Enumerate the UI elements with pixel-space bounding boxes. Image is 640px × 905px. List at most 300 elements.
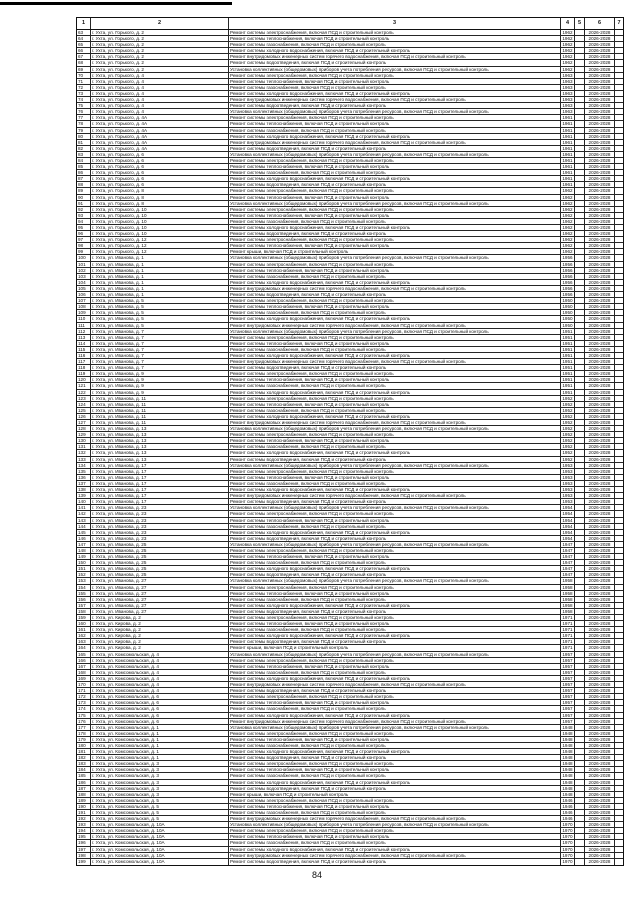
cell-empty xyxy=(575,207,585,212)
cell-address: г. Ухта, ул. Комсомольская, д. 10А xyxy=(91,828,229,833)
cell-year: 1950 xyxy=(561,323,575,328)
cell-period: 2026-2028 xyxy=(585,670,615,675)
cell-empty xyxy=(575,323,585,328)
cell-empty xyxy=(575,371,585,376)
works-table xyxy=(76,17,624,866)
cell-work-type: Ремонт системы электроснабжения, включая ПСД и строительный контроль xyxy=(229,237,561,242)
cell-address: г. Ухта, ул. Комсомольская, д. 10А xyxy=(91,859,229,865)
cell-work-type: Ремонт системы электроснабжения, включая ПСД и строительный контроль xyxy=(229,828,561,833)
cell-year: 1957 xyxy=(561,670,575,675)
cell-year: 1956 xyxy=(561,268,575,273)
cell-period: 2026-2028 xyxy=(585,761,615,766)
cell-work-type: Ремонт системы газоснабжения, включая ПСД и строительный контроль xyxy=(229,773,561,778)
cell-period: 2026-2028 xyxy=(585,249,615,254)
cell-row-number: 96 xyxy=(77,231,91,236)
cell-period: 2026-2028 xyxy=(585,499,615,504)
cell-address: г. Ухта, ул. Горького, д. 6 xyxy=(91,164,229,169)
cell-work-type: Ремонт системы газоснабжения, включая ПСД и строительный контроль xyxy=(229,840,561,845)
cell-empty xyxy=(575,146,585,151)
cell-empty xyxy=(615,450,623,455)
cell-empty xyxy=(615,377,623,382)
cell-empty xyxy=(615,804,623,809)
cell-empty xyxy=(575,73,585,78)
cell-address: г. Ухта, ул. Комсомольская, д. 3 xyxy=(91,767,229,772)
cell-period: 2026-2028 xyxy=(585,633,615,638)
cell-row-number: 120 xyxy=(77,377,91,382)
cell-address: г. Ухта, ул. Иванова, д. 11 xyxy=(91,408,229,413)
cell-year: 1961 xyxy=(561,170,575,175)
cell-empty xyxy=(615,585,623,590)
cell-row-number: 86 xyxy=(77,170,91,175)
cell-empty xyxy=(575,822,585,827)
cell-empty xyxy=(575,432,585,437)
cell-work-type: Ремонт системы электроснабжения, включая ПСД и строительный контроль xyxy=(229,511,561,516)
cell-row-number: 82 xyxy=(77,146,91,151)
cell-year: 1954 xyxy=(561,536,575,541)
cell-row-number: 123 xyxy=(77,396,91,401)
cell-address: г. Ухта, ул. Иванова, д. 11 xyxy=(91,402,229,407)
cell-empty xyxy=(575,408,585,413)
cell-empty xyxy=(575,816,585,821)
cell-empty xyxy=(615,572,623,577)
cell-period: 2026-2028 xyxy=(585,603,615,608)
cell-address: г. Ухта, ул. Иванова, д. 23 xyxy=(91,530,229,535)
cell-work-type: Ремонт системы холодного водоснабжения, включая ПСД и строительный контроль xyxy=(229,316,561,321)
cell-address: г. Ухта, ул. Иванова, д. 9 xyxy=(91,390,229,395)
cell-empty xyxy=(615,810,623,815)
cell-period: 2026-2028 xyxy=(585,30,615,35)
cell-work-type: Ремонт системы газоснабжения, включая ПСД и строительный контроль xyxy=(229,706,561,711)
cell-row-number: 77 xyxy=(77,115,91,120)
cell-empty xyxy=(575,103,585,108)
cell-empty xyxy=(615,438,623,443)
cell-empty xyxy=(615,639,623,644)
cell-empty xyxy=(615,518,623,523)
cell-work-type: Ремонт системы теплоснабжения, включая ПСД и строительный контроль xyxy=(229,804,561,809)
cell-period: 2026-2028 xyxy=(585,274,615,279)
cell-period: 2026-2028 xyxy=(585,597,615,602)
cell-empty xyxy=(615,731,623,736)
cell-work-type: Ремонт системы газоснабжения, включая ПСД и строительный контроль xyxy=(229,310,561,315)
cell-year: 1961 xyxy=(561,158,575,163)
cell-empty xyxy=(615,487,623,492)
cell-period: 2026-2028 xyxy=(585,591,615,596)
cell-row-number: 137 xyxy=(77,481,91,486)
cell-year: 1951 xyxy=(561,371,575,376)
cell-address: г. Ухта, ул. Горького, д. 10 xyxy=(91,225,229,230)
cell-year: 1954 xyxy=(561,518,575,523)
table-body xyxy=(77,30,623,865)
cell-period: 2026-2028 xyxy=(585,97,615,102)
cell-row-number: 130 xyxy=(77,438,91,443)
cell-address: г. Ухта, ул. Горького, д. 12 xyxy=(91,243,229,248)
cell-row-number: 100 xyxy=(77,255,91,260)
cell-work-type: Ремонт системы газоснабжения, включая ПСД и строительный контроль xyxy=(229,481,561,486)
cell-row-number: 148 xyxy=(77,548,91,553)
cell-year: 1961 xyxy=(561,128,575,133)
cell-address: г. Ухта, ул. Комсомольская, д. 3 xyxy=(91,792,229,797)
cell-period: 2026-2028 xyxy=(585,298,615,303)
cell-address: г. Ухта, ул. Кирова, д. 2 xyxy=(91,627,229,632)
cell-work-type: Ремонт системы водоотведения, включая ПСД и строительный контроль xyxy=(229,182,561,187)
cell-work-type: Установка коллективных (общедомовых) приборов учета потребления ресурсов, включая ПСД и строительный контроль xyxy=(229,255,561,260)
cell-empty xyxy=(575,749,585,754)
cell-row-number: 159 xyxy=(77,615,91,620)
cell-year: 1963 xyxy=(561,73,575,78)
cell-address: г. Ухта, ул. Комсомольская, д. 1 xyxy=(91,743,229,748)
cell-work-type: Ремонт системы водоотведения, включая ПСД и строительный контроль xyxy=(229,639,561,644)
cell-row-number: 128 xyxy=(77,426,91,431)
cell-row-number: 189 xyxy=(77,798,91,803)
cell-address: г. Ухта, ул. Горького, д. 4А xyxy=(91,121,229,126)
cell-period: 2026-2028 xyxy=(585,292,615,297)
cell-empty xyxy=(615,542,623,547)
cell-year: 1948 xyxy=(561,743,575,748)
cell-row-number: 155 xyxy=(77,591,91,596)
cell-empty xyxy=(575,737,585,742)
cell-row-number: 179 xyxy=(77,737,91,742)
cell-period: 2026-2028 xyxy=(585,67,615,72)
cell-period: 2026-2028 xyxy=(585,566,615,571)
cell-empty xyxy=(575,182,585,187)
cell-year: 1950 xyxy=(561,310,575,315)
cell-work-type: Ремонт системы теплоснабжения, включая ПСД и строительный контроль xyxy=(229,79,561,84)
cell-work-type: Ремонт системы водоотведения, включая ПСД и строительный контроль xyxy=(229,499,561,504)
cell-year: 1961 xyxy=(561,134,575,139)
cell-work-type: Ремонт системы газоснабжения, включая ПСД и строительный контроль xyxy=(229,444,561,449)
cell-period: 2026-2028 xyxy=(585,164,615,169)
cell-year: 1956 xyxy=(561,280,575,285)
cell-period: 2026-2028 xyxy=(585,457,615,462)
cell-period: 2026-2028 xyxy=(585,627,615,632)
cell-work-type: Ремонт системы электроснабжения, включая ПСД и строительный контроль xyxy=(229,396,561,401)
cell-empty xyxy=(615,676,623,681)
cell-work-type: Установка коллективных (общедомовых) приборов учета потребления ресурсов, включая ПСД и строительный контроль xyxy=(229,426,561,431)
cell-work-type: Ремонт системы электроснабжения, включая ПСД и строительный контроль xyxy=(229,30,561,35)
cell-address: г. Ухта, ул. Горького, д. 6 xyxy=(91,170,229,175)
cell-work-type: Ремонт внутридомовых инженерных систем горячего водоснабжения, включая ПСД и строительный контроль xyxy=(229,359,561,364)
cell-period: 2026-2028 xyxy=(585,432,615,437)
cell-year: 1954 xyxy=(561,511,575,516)
cell-work-type: Ремонт системы электроснабжения, включая ПСД и строительный контроль xyxy=(229,469,561,474)
cell-work-type: Ремонт системы электроснабжения, включая ПСД и строительный контроль xyxy=(229,731,561,736)
cell-empty xyxy=(615,249,623,254)
cell-empty xyxy=(575,469,585,474)
cell-row-number: 78 xyxy=(77,121,91,126)
cell-address: г. Ухта, ул. Горького, д. 6 xyxy=(91,182,229,187)
cell-empty xyxy=(575,268,585,273)
cell-work-type: Ремонт системы холодного водоснабжения, включая ПСД и строительный контроль xyxy=(229,487,561,492)
cell-period: 2026-2028 xyxy=(585,743,615,748)
cell-address: г. Ухта, ул. Горького, д. 10 xyxy=(91,207,229,212)
cell-empty xyxy=(575,713,585,718)
cell-empty xyxy=(615,286,623,291)
cell-work-type: Ремонт системы электроснабжения, включая ПСД и строительный контроль xyxy=(229,298,561,303)
cell-period: 2026-2028 xyxy=(585,524,615,529)
cell-row-number: 173 xyxy=(77,700,91,705)
cell-year: 1947 xyxy=(561,542,575,547)
cell-year: 1971 xyxy=(561,639,575,644)
cell-work-type: Ремонт системы теплоснабжения, включая ПСД и строительный контроль xyxy=(229,36,561,41)
cell-address: г. Ухта, ул. Горького, д. 10 xyxy=(91,213,229,218)
cell-row-number: 119 xyxy=(77,371,91,376)
cell-row-number: 74 xyxy=(77,97,91,102)
cell-empty xyxy=(575,36,585,41)
cell-empty xyxy=(615,652,623,657)
cell-year: 1948 xyxy=(561,731,575,736)
cell-row-number: 63 xyxy=(77,30,91,35)
cell-period: 2026-2028 xyxy=(585,572,615,577)
cell-address: г. Ухта, ул. Комсомольская, д. 4 xyxy=(91,658,229,663)
cell-address: г. Ухта, ул. Иванова, д. 1 xyxy=(91,262,229,267)
cell-row-number: 129 xyxy=(77,432,91,437)
cell-empty xyxy=(615,201,623,206)
cell-work-type: Ремонт внутридомовых инженерных систем горячего водоснабжения, включая ПСД и строительный контроль xyxy=(229,420,561,425)
cell-work-type: Ремонт системы водоотведения, включая ПСД и строительный контроль xyxy=(229,786,561,791)
cell-row-number: 83 xyxy=(77,152,91,157)
cell-work-type: Ремонт системы электроснабжения, включая ПСД и строительный контроль xyxy=(229,207,561,212)
cell-work-type: Ремонт системы водоотведения, включая ПСД и строительный контроль xyxy=(229,609,561,614)
cell-row-number: 71 xyxy=(77,79,91,84)
cell-work-type: Ремонт системы газоснабжения, включая ПСД и строительный контроль xyxy=(229,810,561,815)
cell-work-type: Ремонт системы газоснабжения, включая ПСД и строительный контроль xyxy=(229,597,561,602)
cell-address: г. Ухта, ул. Горького, д. 6 xyxy=(91,176,229,181)
cell-year: 1962 xyxy=(561,207,575,212)
cell-year: 1962 xyxy=(561,249,575,254)
cell-empty xyxy=(615,700,623,705)
cell-empty xyxy=(575,365,585,370)
cell-row-number: 198 xyxy=(77,853,91,858)
cell-empty xyxy=(575,109,585,114)
cell-work-type: Ремонт системы водоотведения, включая ПСД и строительный контроль xyxy=(229,755,561,760)
cell-address: г. Ухта, ул. Горького, д. 4А xyxy=(91,128,229,133)
cell-empty xyxy=(575,798,585,803)
cell-period: 2026-2028 xyxy=(585,444,615,449)
cell-period: 2026-2028 xyxy=(585,426,615,431)
cell-row-number: 160 xyxy=(77,621,91,626)
cell-year: 1953 xyxy=(561,469,575,474)
cell-empty xyxy=(575,60,585,65)
cell-empty xyxy=(575,761,585,766)
cell-work-type: Ремонт системы холодного водоснабжения, включая ПСД и строительный контроль xyxy=(229,633,561,638)
cell-year: 1958 xyxy=(561,591,575,596)
cell-work-type: Ремонт системы теплоснабжения, включая ПСД и строительный контроль xyxy=(229,121,561,126)
cell-address: г. Ухта, ул. Комсомольская, д. 10А xyxy=(91,822,229,827)
cell-period: 2026-2028 xyxy=(585,176,615,181)
cell-work-type: Ремонт внутридомовых инженерных систем горячего водоснабжения, включая ПСД и строительный контроль xyxy=(229,54,561,59)
cell-year: 1957 xyxy=(561,652,575,657)
cell-year: 1957 xyxy=(561,682,575,687)
cell-work-type: Ремонт системы холодного водоснабжения, включая ПСД и строительный контроль xyxy=(229,414,561,419)
cell-year: 1962 xyxy=(561,195,575,200)
cell-address: г. Ухта, ул. Иванова, д. 13 xyxy=(91,444,229,449)
cell-row-number: 112 xyxy=(77,329,91,334)
cell-row-number: 109 xyxy=(77,310,91,315)
cell-period: 2026-2028 xyxy=(585,341,615,346)
cell-period: 2026-2028 xyxy=(585,505,615,510)
cell-empty xyxy=(575,79,585,84)
cell-work-type: Ремонт системы водоотведения, включая ПСД и строительный контроль xyxy=(229,688,561,693)
cell-row-number: 108 xyxy=(77,304,91,309)
cell-year: 1963 xyxy=(561,91,575,96)
cell-work-type: Ремонт системы холодного водоснабжения, включая ПСД и строительный контроль xyxy=(229,176,561,181)
cell-row-number: 76 xyxy=(77,109,91,114)
cell-work-type: Установка коллективных (общедомовых) приборов учета потребления ресурсов, включая ПСД и строительный контроль xyxy=(229,725,561,730)
cell-work-type: Ремонт системы теплоснабжения, включая ПСД и строительный контроль xyxy=(229,554,561,559)
cell-year: 1951 xyxy=(561,359,575,364)
cell-address: г. Ухта, ул. Горького, д. 4А xyxy=(91,134,229,139)
cell-empty xyxy=(575,560,585,565)
cell-year: 1951 xyxy=(561,335,575,340)
cell-row-number: 157 xyxy=(77,603,91,608)
cell-empty xyxy=(575,700,585,705)
cell-address: г. Ухта, ул. Иванова, д. 27 xyxy=(91,597,229,602)
cell-empty xyxy=(575,645,585,650)
cell-year: 1971 xyxy=(561,633,575,638)
cell-empty xyxy=(615,633,623,638)
cell-period: 2026-2028 xyxy=(585,725,615,730)
cell-empty xyxy=(615,402,623,407)
cell-empty xyxy=(575,676,585,681)
cell-address: г. Ухта, ул. Иванова, д. 1 xyxy=(91,280,229,285)
cell-empty xyxy=(615,91,623,96)
cell-period: 2026-2028 xyxy=(585,664,615,669)
cell-work-type: Ремонт системы водоотведения, включая ПСД и строительный контроль xyxy=(229,536,561,541)
cell-work-type: Ремонт внутридомовых инженерных систем горячего водоснабжения, включая ПСД и строительный контроль xyxy=(229,493,561,498)
cell-period: 2026-2028 xyxy=(585,329,615,334)
cell-row-number: 124 xyxy=(77,402,91,407)
cell-year: 1952 xyxy=(561,432,575,437)
cell-empty xyxy=(615,706,623,711)
cell-period: 2026-2028 xyxy=(585,853,615,858)
cell-period: 2026-2028 xyxy=(585,402,615,407)
cell-period: 2026-2028 xyxy=(585,719,615,724)
cell-year: 1953 xyxy=(561,499,575,504)
cell-year: 1953 xyxy=(561,475,575,480)
cell-empty xyxy=(615,511,623,516)
cell-year: 1962 xyxy=(561,36,575,41)
cell-row-number: 126 xyxy=(77,414,91,419)
cell-work-type: Ремонт системы электроснабжения, включая ПСД и строительный контроль xyxy=(229,371,561,376)
cell-row-number: 79 xyxy=(77,128,91,133)
cell-period: 2026-2028 xyxy=(585,755,615,760)
cell-empty xyxy=(615,822,623,827)
cell-address: г. Ухта, ул. Иванова, д. 23 xyxy=(91,524,229,529)
cell-empty xyxy=(575,840,585,845)
cell-empty xyxy=(575,140,585,145)
cell-row-number: 111 xyxy=(77,323,91,328)
cell-empty xyxy=(575,548,585,553)
cell-empty xyxy=(615,414,623,419)
cell-work-type: Ремонт системы газоснабжения, включая ПСД и строительный контроль xyxy=(229,743,561,748)
cell-empty xyxy=(575,639,585,644)
cell-address: г. Ухта, ул. Иванова, д. 1 xyxy=(91,274,229,279)
cell-row-number: 97 xyxy=(77,237,91,242)
cell-period: 2026-2028 xyxy=(585,255,615,260)
cell-row-number: 85 xyxy=(77,164,91,169)
cell-period: 2026-2028 xyxy=(585,371,615,376)
cell-row-number: 88 xyxy=(77,182,91,187)
cell-row-number: 151 xyxy=(77,566,91,571)
cell-row-number: 195 xyxy=(77,834,91,839)
cell-empty xyxy=(615,786,623,791)
cell-year: 1956 xyxy=(561,262,575,267)
cell-period: 2026-2028 xyxy=(585,280,615,285)
cell-empty xyxy=(615,493,623,498)
cell-empty xyxy=(615,609,623,614)
cell-address: г. Ухта, ул. Иванова, д. 11 xyxy=(91,420,229,425)
cell-empty xyxy=(615,292,623,297)
cell-empty xyxy=(615,615,623,620)
cell-year: 1947 xyxy=(561,548,575,553)
cell-period: 2026-2028 xyxy=(585,798,615,803)
cell-empty xyxy=(615,213,623,218)
cell-year: 1946 xyxy=(561,810,575,815)
cell-address: г. Ухта, ул. Иванова, д. 9 xyxy=(91,377,229,382)
cell-row-number: 99 xyxy=(77,249,91,254)
cell-year: 1963 xyxy=(561,109,575,114)
cell-year: 1961 xyxy=(561,176,575,181)
cell-row-number: 149 xyxy=(77,554,91,559)
cell-period: 2026-2028 xyxy=(585,810,615,815)
cell-address: г. Ухта, ул. Комсомольская, д. 10А xyxy=(91,840,229,845)
cell-year: 1961 xyxy=(561,140,575,145)
cell-row-number: 91 xyxy=(77,201,91,206)
cell-work-type: Ремонт внутридомовых инженерных систем горячего водоснабжения, включая ПСД и строительный контроль xyxy=(229,816,561,821)
cell-period: 2026-2028 xyxy=(585,786,615,791)
cell-period: 2026-2028 xyxy=(585,780,615,785)
cell-empty xyxy=(575,743,585,748)
cell-empty xyxy=(615,231,623,236)
cell-address: г. Ухта, ул. Горького, д. 2 xyxy=(91,42,229,47)
cell-row-number: 191 xyxy=(77,810,91,815)
cell-address: г. Ухта, ул. Комсомольская, д. 3 xyxy=(91,761,229,766)
cell-empty xyxy=(575,627,585,632)
cell-work-type: Ремонт системы электроснабжения, включая ПСД и строительный контроль xyxy=(229,658,561,663)
cell-address: г. Ухта, ул. Иванова, д. 25 xyxy=(91,566,229,571)
cell-work-type: Ремонт системы газоснабжения, включая ПСД и строительный контроль xyxy=(229,274,561,279)
cell-row-number: 131 xyxy=(77,444,91,449)
cell-work-type: Ремонт системы теплоснабжения, включая ПСД и строительный контроль xyxy=(229,164,561,169)
cell-empty xyxy=(575,438,585,443)
table-header-cell: 3 xyxy=(229,18,561,29)
cell-address: г. Ухта, ул. Горького, д. 8 xyxy=(91,195,229,200)
cell-address: г. Ухта, ул. Горького, д. 4 xyxy=(91,85,229,90)
cell-empty xyxy=(615,255,623,260)
cell-row-number: 104 xyxy=(77,280,91,285)
cell-period: 2026-2028 xyxy=(585,731,615,736)
cell-empty xyxy=(575,402,585,407)
cell-address: г. Ухта, ул. Горького, д. 4А xyxy=(91,140,229,145)
cell-empty xyxy=(615,140,623,145)
cell-address: г. Ухта, ул. Комсомольская, д. 10А xyxy=(91,847,229,852)
cell-empty xyxy=(575,481,585,486)
cell-address: г. Ухта, ул. Иванова, д. 27 xyxy=(91,609,229,614)
cell-empty xyxy=(575,262,585,267)
cell-address: г. Ухта, ул. Иванова, д. 27 xyxy=(91,585,229,590)
cell-address: г. Ухта, ул. Иванова, д. 7 xyxy=(91,353,229,358)
cell-empty xyxy=(575,853,585,858)
cell-empty xyxy=(615,323,623,328)
cell-address: г. Ухта, ул. Иванова, д. 17 xyxy=(91,493,229,498)
cell-period: 2026-2028 xyxy=(585,554,615,559)
cell-row-number: 80 xyxy=(77,134,91,139)
cell-address: г. Ухта, ул. Комсомольская, д. 6 xyxy=(91,706,229,711)
cell-period: 2026-2028 xyxy=(585,182,615,187)
cell-period: 2026-2028 xyxy=(585,767,615,772)
cell-address: г. Ухта, ул. Комсомольская, д. 1 xyxy=(91,731,229,736)
cell-empty xyxy=(575,286,585,291)
